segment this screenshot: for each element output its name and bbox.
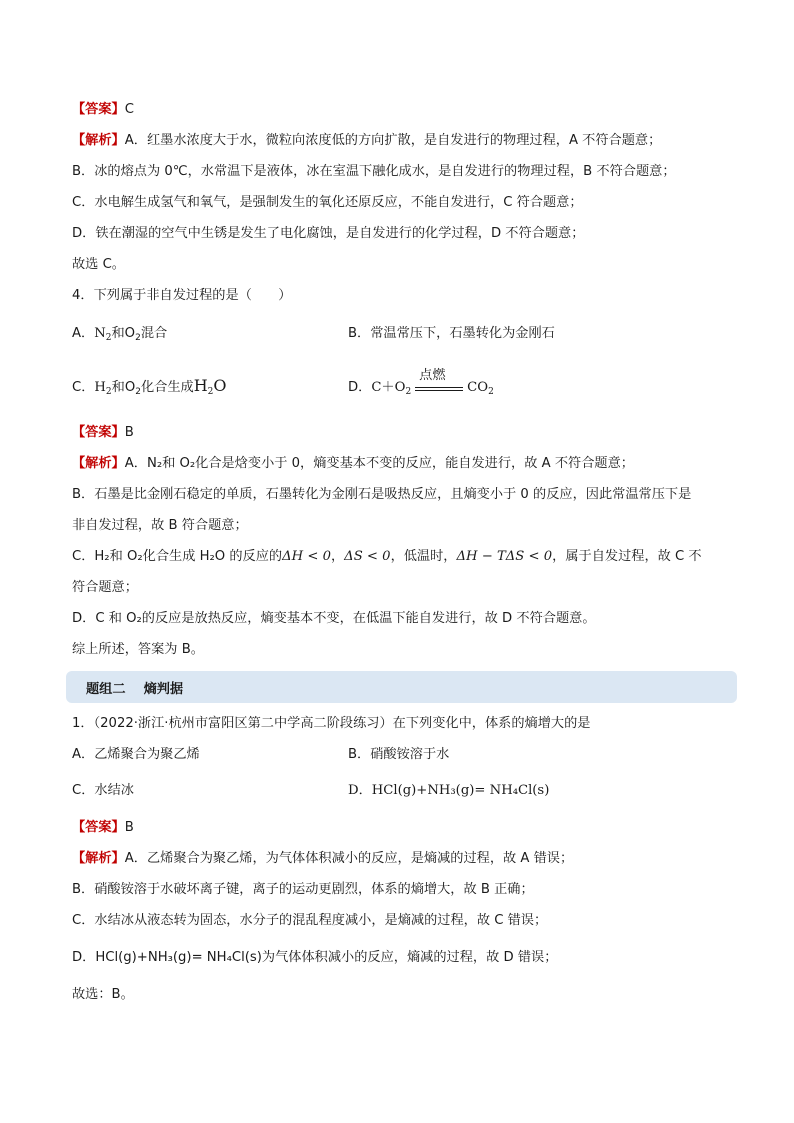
option-prefix: D． [348, 380, 372, 395]
q3-answer-line [72, 100, 134, 120]
product-subscript: 2 [207, 387, 214, 397]
answer-tag: 【答案】 [72, 102, 125, 117]
reaction-arrow [411, 368, 467, 398]
q4-answer-line [72, 423, 134, 443]
math-expression: ΔH < 0 [282, 549, 331, 564]
q1-analysis-d: D．HCl(g)+NH₃(g)= NH₄Cl(s)为气体体积减小的反应，熵减的过程，故 D 错误； [72, 950, 558, 965]
analysis-text: C．H₂和 O₂化合生成 H₂O 的反应的 [72, 549, 283, 564]
formula-part: N [94, 326, 106, 341]
formula-part: 和O [111, 326, 136, 341]
answer-value: B [124, 820, 134, 835]
q3-analysis-d: D．铁在潮湿的空气中生锈是发生了电化腐蚀，是自发进行的化学过程，D 不符合题意； [72, 226, 585, 241]
section-banner [66, 671, 737, 703]
analysis-tag: 【解析】 [72, 133, 125, 148]
q4-conclusion: 综上所述，答案为 B。 [72, 642, 204, 657]
math-expression: ΔH − TΔS < 0 [456, 549, 553, 564]
q1-option-d: D．HCl(g)+NH₃(g)= NH₄Cl(s) [348, 783, 550, 798]
analysis-text: ，低温时， [390, 549, 457, 564]
reactant-subscript: 2 [405, 387, 412, 397]
q1-option-c: C．水结冰 [72, 783, 134, 798]
product-part: O [213, 376, 227, 395]
option-tail: 化合生成 [140, 380, 194, 395]
q1-analysis-a [72, 849, 573, 869]
q4-analysis-a [72, 454, 634, 474]
analysis-text: A．红墨水浓度大于水，微粒向浓度低的方向扩散，是自发进行的物理过程，A 不符合题意； [124, 133, 662, 148]
analysis-text: A．N₂和 O₂化合是焓变小于 0，熵变基本不变的反应，能自发进行，故 A 不符合题意； [124, 456, 634, 471]
option-tail: 混合 [140, 326, 168, 341]
q3-analysis-c: C．水电解生成氢气和氧气，是强制发生的氧化还原反应，不能自发进行，C 符合题意； [72, 195, 583, 210]
section-title: 题组二 [86, 682, 126, 697]
q3-analysis-a [72, 131, 661, 151]
q1-stem: 1．（2022·浙江·杭州市富阳区第二中学高二阶段练习）在下列变化中，体系的熵增大的是 [72, 716, 591, 731]
product-part: H [193, 376, 208, 395]
section-heading [86, 678, 183, 697]
q1-option-a: A．乙烯聚合为聚乙烯 [72, 747, 200, 762]
q1-analysis-c: C．水结冰从液态转为固态，水分子的混乱程度减小，是熵减的过程，故 C 错误； [72, 913, 548, 928]
q4-option-a [72, 324, 167, 344]
answer-tag: 【答案】 [72, 425, 125, 440]
formula-part: 和O [111, 380, 136, 395]
q1-answer-line [72, 818, 134, 838]
reactant: C＋O [371, 380, 406, 395]
option-prefix: A． [72, 326, 95, 341]
answer-value: B [124, 425, 134, 440]
formula-part: H [94, 380, 106, 395]
formula-subscript: 2 [105, 333, 112, 343]
analysis-tag: 【解析】 [72, 456, 125, 471]
section-subtitle: 熵判据 [143, 682, 184, 697]
q4-stem: 4．下列属于非自发过程的是（ ） [72, 288, 292, 303]
q3-conclusion: 故选 C。 [72, 257, 125, 272]
q4-option-d [348, 368, 494, 398]
analysis-text: A．乙烯聚合为聚乙烯，为气体体积减小的反应，是熵减的过程，故 A 错误； [124, 851, 574, 866]
q4-analysis-d: D．C 和 O₂的反应是放热反应，熵变基本不变，在低温下能自发进行，故 D 不符合题意。 [72, 611, 596, 626]
separator: ， [330, 549, 345, 564]
formula-subscript: 2 [105, 387, 112, 397]
q4-option-c [72, 376, 227, 398]
q4-analysis-c2: 符合题意； [72, 580, 138, 595]
answer-tag: 【答案】 [72, 820, 125, 835]
analysis-text: ，属于自发过程，故 C 不 [552, 549, 702, 564]
option-prefix: C． [72, 380, 95, 395]
q1-option-b: B．硝酸铵溶于水 [348, 747, 450, 762]
product-subscript: 2 [488, 387, 494, 397]
formula-subscript: 2 [135, 333, 141, 343]
q4-analysis-b2: 非自发过程，故 B 符合题意； [72, 518, 248, 533]
q4-analysis-c1 [72, 547, 702, 567]
formula-subscript: 2 [135, 387, 141, 397]
q4-option-b: B．常温常压下，石墨转化为金刚石 [348, 326, 555, 341]
reaction-condition: 点燃 [419, 368, 446, 383]
q3-analysis-b: B．冰的熔点为 0℃，水常温下是液体，冰在室温下融化成水，是自发进行的物理过程，B 不符合题意； [72, 164, 676, 179]
q1-conclusion: 故选：B。 [72, 987, 134, 1002]
product: CO [467, 380, 489, 395]
q4-analysis-b1: B．石墨是比金刚石稳定的单质，石墨转化为金刚石是吸热反应，且熵变小于 0 的反应，因此常温常压下是 [72, 487, 692, 502]
math-expression: ΔS < 0 [344, 549, 391, 564]
analysis-tag: 【解析】 [72, 851, 125, 866]
answer-value: C [124, 102, 134, 117]
q1-analysis-b: B．硝酸铵溶于水破坏离子键，离子的运动更剧烈，体系的熵增大，故 B 正确； [72, 882, 534, 897]
